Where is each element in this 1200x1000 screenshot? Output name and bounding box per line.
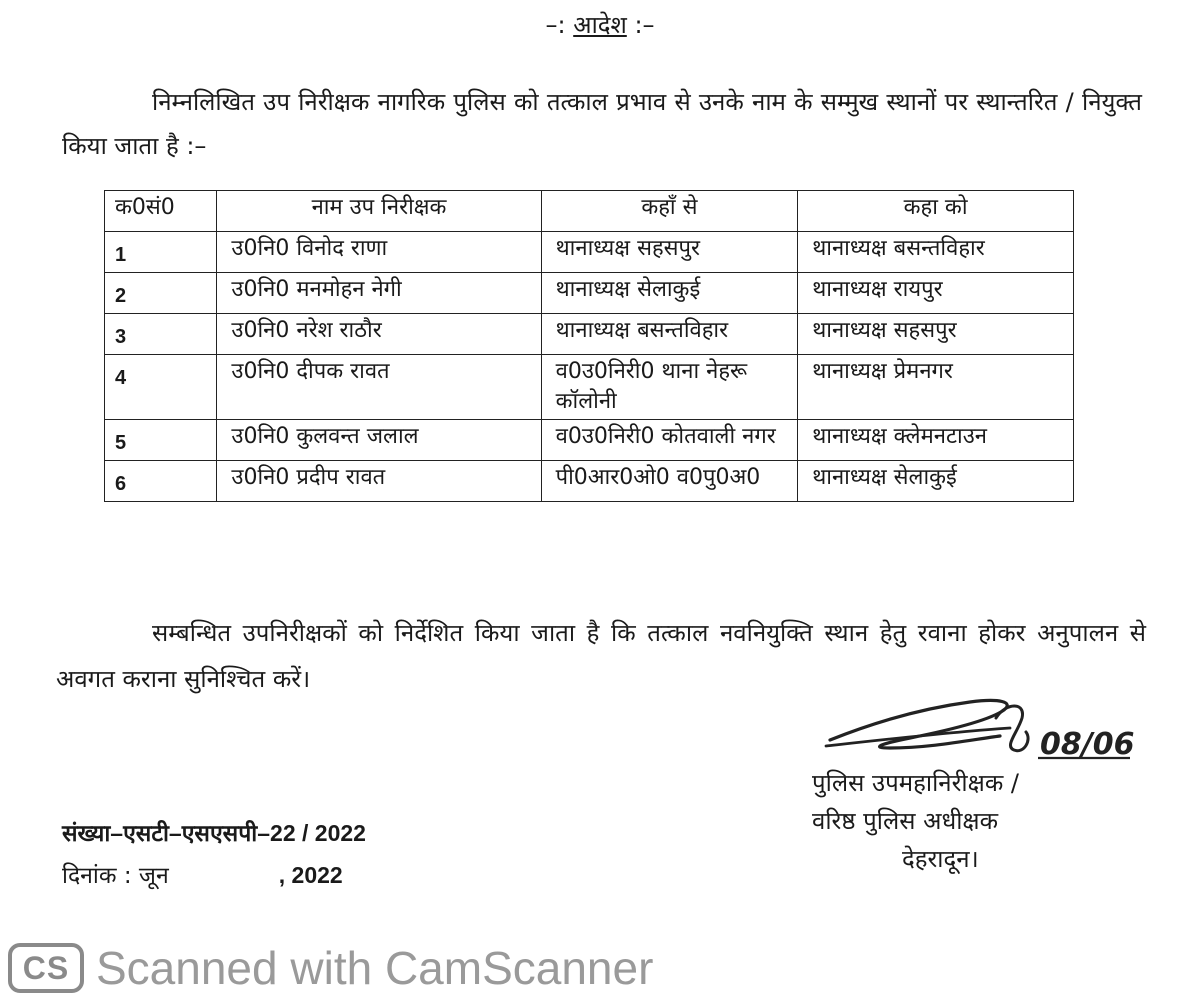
cell-name: उ0नि0 मनमोहन नेगी [217, 273, 541, 314]
reference-block [62, 812, 366, 897]
cell-to: थानाध्यक्ष प्रेमनगर [798, 355, 1074, 420]
cell-serial: 5 [105, 420, 217, 461]
cell-to: थानाध्यक्ष बसन्तविहार [798, 232, 1074, 273]
cell-name: उ0नि0 नरेश राठौर [217, 314, 541, 355]
date-label: दिनांक : जून [62, 863, 169, 889]
cell-name: उ0नि0 दीपक रावत [217, 355, 541, 420]
camscanner-logo-icon: CS [8, 943, 84, 993]
designation-line: पुलिस उपमहानिरीक्षक / [812, 769, 1019, 797]
header-from: कहाँ से [541, 191, 798, 232]
header-serial: क0सं0 [105, 191, 217, 232]
heading-suffix: :– [634, 11, 655, 39]
table-row [105, 355, 1074, 420]
handwritten-date: 08/06 [1040, 727, 1135, 762]
heading-prefix: –: [545, 11, 566, 39]
cell-to: थानाध्यक्ष क्लेमनटाउन [798, 420, 1074, 461]
cell-from: व0उ0निरी0 थाना नेहरू कॉलोनी [541, 355, 798, 420]
designation-line: देहरादून। [902, 845, 979, 873]
table-header-row [105, 191, 1074, 232]
table-row [105, 420, 1074, 461]
cell-from: थानाध्यक्ष सेलाकुई [541, 273, 798, 314]
cell-to: थानाध्यक्ष सेलाकुई [798, 461, 1074, 502]
cell-name: उ0नि0 प्रदीप रावत [217, 461, 541, 502]
closing-paragraph: सम्बन्धित उपनिरीक्षकों को निर्देशित किया जाता है कि तत्काल नवनियुक्ति स्थान हेतु रवाना होकर अनुपालन से अवगत कराना सुनिश्चित करें। [56, 619, 1146, 693]
cell-name: उ0नि0 कुलवन्त जलाल [217, 420, 541, 461]
table-row [105, 461, 1074, 502]
cell-from: पी0आर0ओ0 व0पु0अ0 [541, 461, 798, 502]
cell-serial: 1 [105, 232, 217, 273]
cell-serial: 2 [105, 273, 217, 314]
cell-from: थानाध्यक्ष सहसपुर [541, 232, 798, 273]
cell-from: व0उ0निरी0 कोतवाली नगर [541, 420, 798, 461]
transfer-table [104, 190, 1074, 502]
reference-date [62, 854, 366, 897]
cell-from: थानाध्यक्ष बसन्तविहार [541, 314, 798, 355]
order-heading [0, 8, 1200, 41]
table-row [105, 273, 1074, 314]
cell-to: थानाध्यक्ष रायपुर [798, 273, 1074, 314]
camscanner-watermark [8, 940, 653, 996]
watermark-text: Scanned with CamScanner [96, 942, 654, 994]
designation-line: वरिष्ठ पुलिस अधीक्षक [812, 807, 999, 835]
cell-serial: 4 [105, 355, 217, 420]
header-to: कहा को [798, 191, 1074, 232]
table-row [105, 232, 1074, 273]
cell-serial: 3 [105, 314, 217, 355]
date-year: , 2022 [278, 862, 343, 888]
handwritten-signature [800, 688, 1180, 768]
cell-name: उ0नि0 विनोद राणा [217, 232, 541, 273]
intro-paragraph: निम्नलिखित उप निरीक्षक नागरिक पुलिस को तत्काल प्रभाव से उनके नाम के सम्मुख स्थानों पर स्थान्तरित / नियुक्त किया जाता है :– [62, 88, 1142, 160]
cell-serial: 6 [105, 461, 217, 502]
reference-number: संख्या–एसटी–एसएसपी–22 / 2022 [62, 820, 366, 846]
header-name: नाम उप निरीक्षक [217, 191, 541, 232]
table-row [105, 314, 1074, 355]
heading-word: आदेश [573, 11, 627, 39]
cell-to: थानाध्यक्ष सहसपुर [798, 314, 1074, 355]
signatory-designation [812, 764, 1112, 878]
